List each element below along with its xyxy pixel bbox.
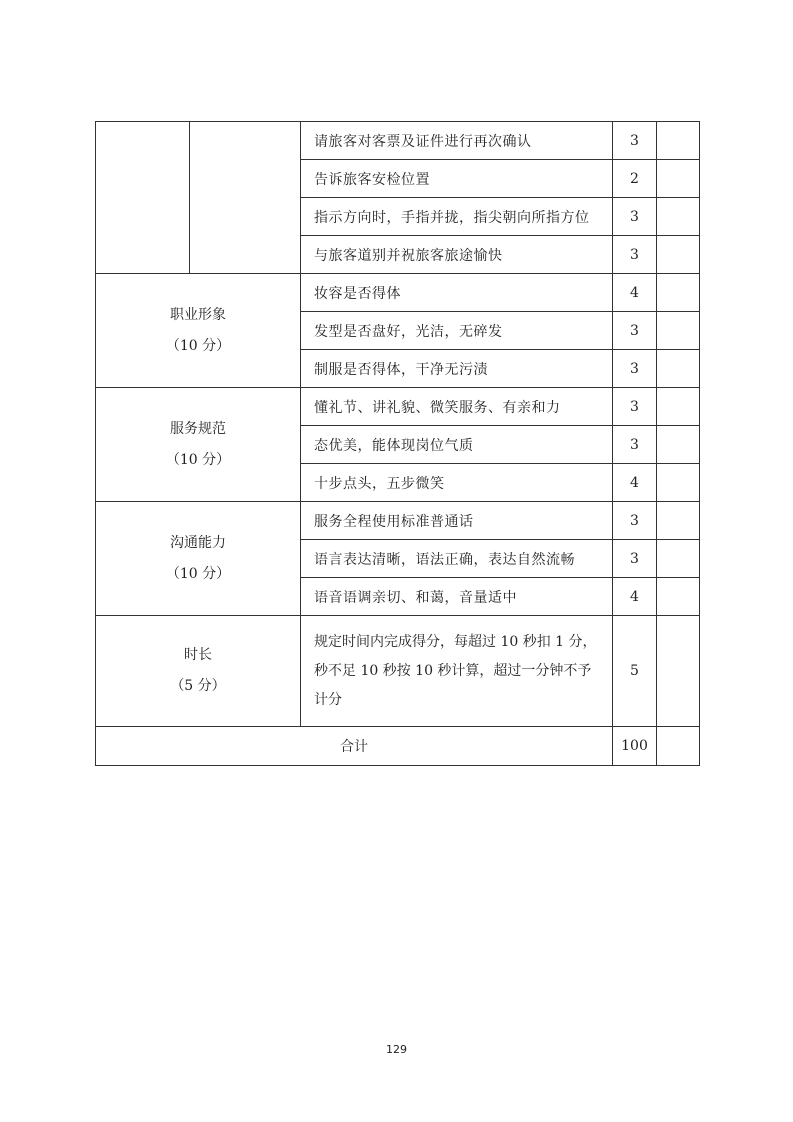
item-text: 十步点头，五步微笑 bbox=[301, 464, 613, 502]
table-row bbox=[96, 122, 700, 160]
item-score: 3 bbox=[613, 388, 657, 426]
scoring-table bbox=[95, 121, 700, 766]
table-row bbox=[96, 388, 700, 426]
item-text: 懂礼节、讲礼貌、微笑服务、有亲和力 bbox=[301, 388, 613, 426]
item-score: 3 bbox=[613, 540, 657, 578]
category-cell-continued bbox=[96, 122, 190, 274]
item-text: 指示方向时，手指并拢，指尖朝向所指方位 bbox=[301, 198, 613, 236]
item-score: 4 bbox=[613, 464, 657, 502]
actual-score-cell bbox=[657, 312, 700, 350]
table-row bbox=[96, 616, 700, 727]
actual-score-cell bbox=[657, 388, 700, 426]
item-score: 3 bbox=[613, 236, 657, 274]
category-name: 职业形象 bbox=[170, 306, 226, 323]
category-name: 服务规范 bbox=[170, 420, 226, 437]
category-name: 时长 bbox=[184, 647, 212, 663]
item-text: 发型是否盘好，光洁，无碎发 bbox=[301, 312, 613, 350]
item-text-multiline bbox=[301, 616, 613, 727]
actual-score-cell bbox=[657, 122, 700, 160]
total-label: 合计 bbox=[96, 727, 613, 766]
item-score: 3 bbox=[613, 122, 657, 160]
actual-score-cell bbox=[657, 160, 700, 198]
category-points: （10 分） bbox=[165, 565, 231, 582]
item-score: 3 bbox=[613, 502, 657, 540]
page-number: 129 bbox=[386, 1043, 407, 1056]
actual-score-cell bbox=[657, 274, 700, 312]
item-text: 告诉旅客安检位置 bbox=[301, 160, 613, 198]
actual-score-cell bbox=[657, 198, 700, 236]
category-cell bbox=[96, 274, 301, 388]
category-points: （10 分） bbox=[165, 451, 231, 468]
category-cell bbox=[96, 502, 301, 616]
item-score: 4 bbox=[613, 578, 657, 616]
item-text-line: 秒不足 10 秒按 10 秒计算，超过一分钟不予 bbox=[314, 662, 592, 679]
actual-score-cell bbox=[657, 350, 700, 388]
actual-score-cell bbox=[657, 502, 700, 540]
total-score: 100 bbox=[613, 727, 657, 766]
actual-score-cell bbox=[657, 616, 700, 727]
item-score: 4 bbox=[613, 274, 657, 312]
item-text-line: 计分 bbox=[314, 691, 342, 708]
category-cell bbox=[96, 616, 301, 727]
actual-score-cell bbox=[657, 426, 700, 464]
item-text: 妆容是否得体 bbox=[301, 274, 613, 312]
category-points: （10 分） bbox=[165, 337, 231, 354]
item-text: 服务全程使用标准普通话 bbox=[301, 502, 613, 540]
item-text: 制服是否得体，干净无污渍 bbox=[301, 350, 613, 388]
item-text: 语言表达清晰，语法正确，表达自然流畅 bbox=[301, 540, 613, 578]
item-score: 5 bbox=[613, 616, 657, 727]
actual-score-cell bbox=[657, 236, 700, 274]
item-text-line: 规定时间内完成得分，每超过 10 秒扣 1 分， bbox=[314, 633, 597, 650]
table-row bbox=[96, 274, 700, 312]
total-row bbox=[96, 727, 700, 766]
category-points: （5 分） bbox=[170, 678, 226, 694]
item-score: 3 bbox=[613, 312, 657, 350]
actual-score-cell bbox=[657, 464, 700, 502]
category-cell bbox=[96, 388, 301, 502]
actual-score-cell bbox=[657, 540, 700, 578]
table-row bbox=[96, 502, 700, 540]
item-text: 与旅客道别并祝旅客旅途愉快 bbox=[301, 236, 613, 274]
item-score: 3 bbox=[613, 198, 657, 236]
actual-score-cell bbox=[657, 578, 700, 616]
item-text: 态优美，能体现岗位气质 bbox=[301, 426, 613, 464]
subcategory-cell-continued bbox=[190, 122, 301, 274]
category-name: 沟通能力 bbox=[170, 534, 226, 551]
item-text: 语音语调亲切、和蔼，音量适中 bbox=[301, 578, 613, 616]
actual-score-cell bbox=[657, 727, 700, 766]
item-score: 2 bbox=[613, 160, 657, 198]
item-score: 3 bbox=[613, 426, 657, 464]
item-text: 请旅客对客票及证件进行再次确认 bbox=[301, 122, 613, 160]
item-score: 3 bbox=[613, 350, 657, 388]
